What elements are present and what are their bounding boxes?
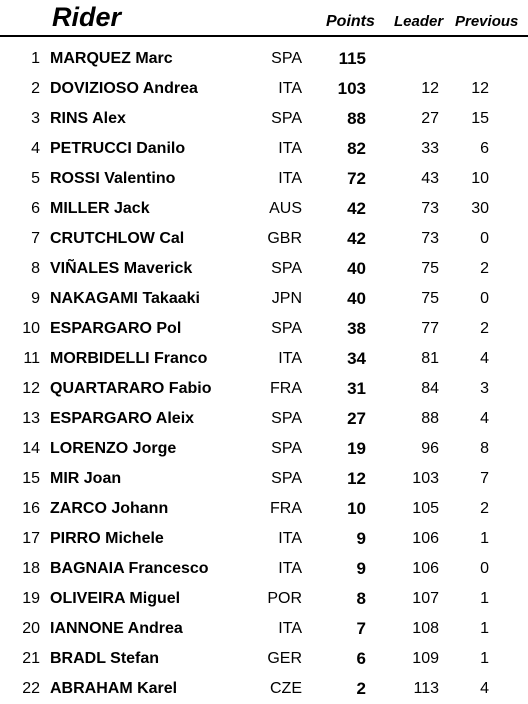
nation-cell: ITA	[278, 560, 302, 577]
table-row	[0, 314, 528, 344]
table-row	[0, 644, 528, 674]
rider-name-cell: NAKAGAMI Takaaki	[50, 290, 200, 307]
table-row	[0, 164, 528, 194]
points-cell: 27	[347, 409, 366, 428]
points-cell: 88	[347, 109, 366, 128]
table-row	[0, 284, 528, 314]
nation-cell: ITA	[278, 530, 302, 547]
previous-gap-cell: 2	[480, 320, 489, 337]
table-row	[0, 464, 528, 494]
rider-name-cell: MILLER Jack	[50, 200, 150, 217]
points-cell: 31	[347, 379, 366, 398]
points-cell: 9	[356, 559, 366, 578]
leader-gap-cell: 88	[421, 410, 439, 427]
previous-gap-cell: 15	[471, 110, 489, 127]
header-rider: Rider	[52, 2, 122, 32]
leader-gap-cell: 77	[421, 320, 439, 337]
previous-gap-cell: 0	[480, 290, 489, 307]
rider-name-cell: VIÑALES Maverick	[50, 260, 193, 277]
nation-cell: SPA	[271, 320, 302, 337]
leader-gap-cell: 96	[421, 440, 439, 457]
previous-gap-cell: 8	[480, 440, 489, 457]
leader-gap-cell: 109	[412, 650, 439, 667]
standings-table	[0, 44, 528, 704]
rider-name-cell: ZARCO Johann	[50, 500, 169, 517]
table-row	[0, 44, 528, 74]
nation-cell: SPA	[271, 410, 302, 427]
position-cell: 5	[31, 170, 40, 187]
points-cell: 40	[347, 259, 366, 278]
previous-gap-cell: 30	[471, 200, 489, 217]
leader-gap-cell: 105	[412, 500, 439, 517]
position-cell: 19	[22, 590, 40, 607]
previous-gap-cell: 4	[480, 350, 489, 367]
previous-gap-cell: 0	[480, 230, 489, 247]
previous-gap-cell: 4	[480, 410, 489, 427]
table-row	[0, 374, 528, 404]
rider-name-cell: LORENZO Jorge	[50, 440, 177, 457]
points-cell: 103	[337, 79, 366, 98]
position-cell: 11	[23, 350, 40, 367]
position-cell: 12	[22, 380, 40, 397]
points-cell: 38	[347, 319, 366, 338]
nation-cell: SPA	[271, 50, 302, 67]
rider-name-cell: ROSSI Valentino	[50, 170, 176, 187]
rider-name-cell: BRADL Stefan	[50, 650, 160, 667]
position-cell: 6	[31, 200, 40, 217]
leader-gap-cell: 81	[421, 350, 439, 367]
rider-name-cell: OLIVEIRA Miguel	[50, 590, 181, 607]
nation-cell: ITA	[278, 350, 302, 367]
table-row	[0, 134, 528, 164]
leader-gap-cell: 73	[421, 200, 439, 217]
position-cell: 14	[22, 440, 40, 457]
nation-cell: SPA	[271, 470, 302, 487]
rider-name-cell: IANNONE Andrea	[50, 620, 183, 637]
rider-name-cell: PIRRO Michele	[50, 530, 164, 547]
position-cell: 21	[22, 650, 40, 667]
table-row	[0, 614, 528, 644]
leader-gap-cell: 27	[421, 110, 439, 127]
table-row	[0, 434, 528, 464]
points-cell: 12	[347, 469, 366, 488]
previous-gap-cell: 4	[480, 680, 489, 697]
position-cell: 8	[31, 260, 40, 277]
table-row	[0, 494, 528, 524]
points-cell: 8	[356, 589, 366, 608]
position-cell: 15	[22, 470, 40, 487]
points-cell: 6	[356, 649, 366, 668]
header-previous: Previous	[455, 13, 519, 30]
previous-gap-cell: 7	[480, 470, 489, 487]
nation-cell: AUS	[269, 200, 302, 217]
table-row	[0, 254, 528, 284]
position-cell: 4	[31, 140, 40, 157]
table-row	[0, 404, 528, 434]
position-cell: 20	[22, 620, 40, 637]
previous-gap-cell: 2	[480, 500, 489, 517]
nation-cell: SPA	[271, 110, 302, 127]
points-cell: 9	[356, 529, 366, 548]
nation-cell: ITA	[278, 140, 302, 157]
table-row	[0, 584, 528, 614]
previous-gap-cell: 6	[480, 140, 489, 157]
previous-gap-cell: 12	[471, 80, 489, 97]
previous-gap-cell: 1	[480, 650, 489, 667]
header-leader: Leader	[394, 13, 444, 30]
previous-gap-cell: 10	[471, 170, 489, 187]
previous-gap-cell: 0	[480, 560, 489, 577]
table-row	[0, 344, 528, 374]
table-row	[0, 554, 528, 584]
nation-cell: GER	[267, 650, 302, 667]
points-cell: 34	[347, 349, 366, 368]
rider-name-cell: ABRAHAM Karel	[50, 680, 178, 697]
nation-cell: SPA	[271, 260, 302, 277]
rider-name-cell: DOVIZIOSO Andrea	[50, 80, 198, 97]
previous-gap-cell: 1	[480, 620, 489, 637]
leader-gap-cell: 107	[412, 590, 439, 607]
rider-name-cell: BAGNAIA Francesco	[50, 560, 209, 577]
position-cell: 3	[31, 110, 40, 127]
leader-gap-cell: 75	[421, 260, 439, 277]
nation-cell: ITA	[278, 620, 302, 637]
nation-cell: CZE	[270, 680, 302, 697]
leader-gap-cell: 75	[421, 290, 439, 307]
position-cell: 16	[22, 500, 40, 517]
points-cell: 2	[356, 679, 366, 698]
nation-cell: GBR	[267, 230, 302, 247]
position-cell: 13	[22, 410, 40, 427]
table-row	[0, 74, 528, 104]
nation-cell: ITA	[278, 170, 302, 187]
nation-cell: FRA	[270, 380, 302, 397]
leader-gap-cell: 106	[412, 560, 439, 577]
previous-gap-cell: 1	[480, 530, 489, 547]
leader-gap-cell: 73	[421, 230, 439, 247]
position-cell: 7	[31, 230, 40, 247]
points-cell: 40	[347, 289, 366, 308]
nation-cell: SPA	[271, 440, 302, 457]
rider-name-cell: ESPARGARO Pol	[50, 320, 182, 337]
leader-gap-cell: 108	[412, 620, 439, 637]
leader-gap-cell: 113	[413, 680, 439, 697]
rider-name-cell: MARQUEZ Marc	[50, 50, 173, 67]
leader-gap-cell: 84	[421, 380, 439, 397]
leader-gap-cell: 33	[421, 140, 439, 157]
nation-cell: POR	[267, 590, 302, 607]
header-points: Points	[326, 13, 375, 30]
nation-cell: FRA	[270, 500, 302, 517]
points-cell: 19	[347, 439, 366, 458]
points-cell: 42	[347, 199, 366, 218]
rider-name-cell: MORBIDELLI Franco	[50, 350, 208, 367]
rider-name-cell: ESPARGARO Aleix	[50, 410, 195, 427]
table-row	[0, 224, 528, 254]
nation-cell: ITA	[278, 80, 302, 97]
header-divider	[0, 35, 528, 37]
position-cell: 22	[22, 680, 40, 697]
rider-name-cell: PETRUCCI Danilo	[50, 140, 186, 157]
previous-gap-cell: 1	[480, 590, 489, 607]
points-cell: 115	[338, 49, 366, 68]
rider-name-cell: QUARTARARO Fabio	[50, 380, 212, 397]
position-cell: 1	[31, 50, 40, 67]
table-row	[0, 194, 528, 224]
position-cell: 9	[31, 290, 40, 307]
nation-cell: JPN	[271, 290, 302, 307]
points-cell: 82	[347, 139, 366, 158]
leader-gap-cell: 103	[412, 470, 439, 487]
points-cell: 10	[347, 499, 366, 518]
leader-gap-cell: 106	[412, 530, 439, 547]
previous-gap-cell: 2	[480, 260, 489, 277]
position-cell: 2	[31, 80, 40, 97]
table-header	[0, 0, 528, 36]
leader-gap-cell: 12	[421, 80, 439, 97]
previous-gap-cell: 3	[480, 380, 489, 397]
points-cell: 7	[356, 619, 366, 638]
position-cell: 10	[22, 320, 40, 337]
leader-gap-cell: 43	[421, 170, 439, 187]
points-cell: 72	[347, 169, 366, 188]
rider-name-cell: RINS Alex	[50, 110, 126, 127]
table-row	[0, 104, 528, 134]
position-cell: 18	[22, 560, 40, 577]
points-cell: 42	[347, 229, 366, 248]
table-row	[0, 524, 528, 554]
rider-name-cell: MIR Joan	[50, 470, 122, 487]
rider-name-cell: CRUTCHLOW Cal	[50, 230, 185, 247]
position-cell: 17	[22, 530, 40, 547]
